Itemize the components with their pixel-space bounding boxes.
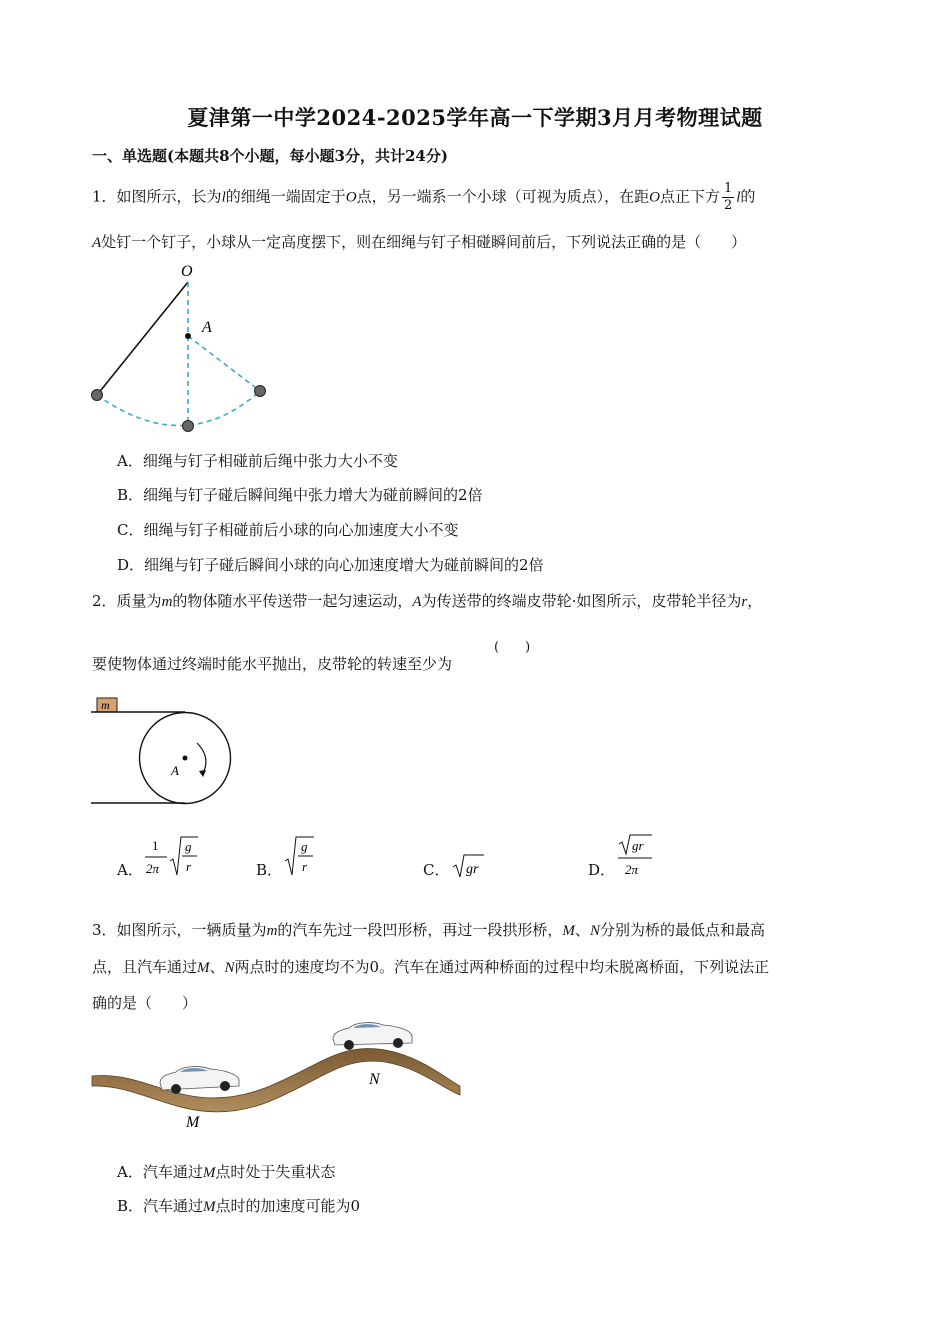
pendulum-string bbox=[97, 282, 188, 395]
option-text: 点时处于失重状态 bbox=[215, 1163, 336, 1181]
q3-text: 点，且汽车通过 bbox=[92, 958, 198, 976]
q3-option-b bbox=[117, 1196, 360, 1217]
q2-text: 质量为 bbox=[116, 592, 162, 610]
q2-option-a-formula bbox=[142, 833, 202, 879]
q1-text: 处钉一个钉子，小球从一定高度摆下，则在细绳与钉子相碰瞬间前后，下列说法正确的是（ ） bbox=[101, 233, 747, 251]
q2-option-d-label: D． bbox=[588, 861, 616, 879]
q1-line-2 bbox=[92, 232, 746, 253]
q3-var-N: N bbox=[589, 923, 600, 939]
q2-option-d-formula bbox=[614, 832, 658, 880]
label-m: m bbox=[101, 698, 110, 712]
q3-var-M: M bbox=[562, 923, 575, 939]
q3-text: 、 bbox=[574, 921, 590, 939]
pendulum-figure bbox=[85, 258, 275, 438]
q3-line-1 bbox=[92, 920, 765, 941]
ball-left bbox=[92, 390, 103, 401]
q1-line-1 bbox=[92, 181, 755, 214]
ball-bottom bbox=[183, 421, 194, 432]
option-var-M: M bbox=[203, 1199, 216, 1215]
label-A: A bbox=[171, 763, 179, 778]
page-title: 夏津第一中学2024-2025学年高一下学期3月月考物理试题 bbox=[187, 105, 763, 130]
q1-option-c: C．细绳与钉子相碰前后小球的向心加速度大小不变 bbox=[117, 521, 459, 539]
q1-text: 的细绳一端固定于 bbox=[225, 187, 346, 206]
q1-var-l: l bbox=[736, 189, 741, 206]
q1-number: 1． bbox=[92, 187, 117, 206]
car-top bbox=[333, 1023, 412, 1050]
q1-text: 如图所示，长为 bbox=[116, 187, 222, 206]
q1-var-A: A bbox=[92, 235, 102, 251]
bridge-road bbox=[92, 1048, 460, 1111]
q3-text: 两点时的速度均不为0。汽车在通过两种桥面的过程中均未脱离桥面，下列说法正 bbox=[234, 958, 770, 976]
section-heading: 一、单选题(本题共8个小题，每小题3分，共计24分) bbox=[92, 147, 448, 165]
q3-text: 的汽车先过一段凹形桥，再过一段拱形桥， bbox=[277, 921, 563, 939]
q2-var-r: r bbox=[741, 594, 748, 610]
conveyor-figure bbox=[85, 695, 245, 810]
q2-option-c-label: C． bbox=[423, 861, 450, 879]
q1-frac-num: 1 bbox=[723, 181, 733, 196]
q2-option-a-label: A． bbox=[117, 861, 143, 879]
rotation-arrow bbox=[197, 743, 206, 773]
option-text: B．汽车通过 bbox=[117, 1197, 204, 1215]
q1-option-a: A．细绳与钉子相碰前后绳中张力大小不变 bbox=[117, 452, 398, 470]
formula-rad-num: g bbox=[185, 839, 192, 854]
label-N: N bbox=[369, 1071, 380, 1088]
q2-option-b-label: B． bbox=[256, 861, 283, 879]
pulley-center bbox=[183, 756, 188, 761]
q2-text: 为传送带的终端皮带轮·如图所示，皮带轮半径为 bbox=[421, 592, 742, 610]
rotation-arrow-head bbox=[199, 770, 206, 777]
formula-rad-num: g bbox=[301, 839, 308, 854]
formula-rad-den: r bbox=[186, 859, 192, 874]
q1-text: 的 bbox=[740, 187, 756, 206]
q3-var-N: N bbox=[224, 960, 235, 976]
q1-text: 点，另一端系一个小球（可视为质点），在距 bbox=[356, 187, 650, 206]
label-A: A bbox=[202, 319, 212, 336]
q3-line-3: 确的是（ ） bbox=[92, 994, 198, 1012]
q3-var-M: M bbox=[197, 960, 210, 976]
formula-num: 1 bbox=[152, 838, 159, 853]
ball-right bbox=[255, 386, 266, 397]
nail-point bbox=[185, 333, 191, 339]
option-text: A．汽车通过 bbox=[117, 1163, 203, 1181]
q1-frac-den: 2 bbox=[723, 198, 733, 213]
swing-arc bbox=[97, 391, 260, 426]
q3-line-2 bbox=[92, 957, 769, 978]
label-M: M bbox=[186, 1114, 200, 1131]
option-var-M: M bbox=[202, 1165, 216, 1181]
q1-var-l: l bbox=[221, 189, 226, 206]
q1-fraction bbox=[722, 181, 734, 214]
q1-var-O: O bbox=[649, 189, 660, 206]
q3-number: 3． bbox=[92, 921, 117, 939]
q2-var-A: A bbox=[412, 594, 422, 610]
q1-option-b: B．细绳与钉子碰后瞬间绳中张力增大为碰前瞬间的2倍 bbox=[117, 486, 483, 504]
formula-rad: gr bbox=[632, 838, 644, 853]
q3-option-a bbox=[117, 1162, 335, 1183]
formula-den: 2π bbox=[625, 862, 639, 877]
car-bottom bbox=[160, 1067, 239, 1094]
formula-rad: gr bbox=[466, 862, 479, 877]
q2-line-2: 要使物体通过终端时能水平抛出，皮带轮的转速至少为 bbox=[92, 655, 453, 673]
short-dashed-string bbox=[188, 336, 260, 391]
q2-option-b-formula bbox=[282, 833, 318, 879]
q3-var-m: m bbox=[266, 923, 278, 939]
q1-text: 点正下方 bbox=[659, 187, 720, 206]
option-text: 点时的加速度可能为0 bbox=[215, 1197, 361, 1215]
label-O: O bbox=[181, 263, 193, 280]
q2-line-1 bbox=[92, 591, 762, 612]
q2-var-m: m bbox=[161, 594, 173, 610]
formula-rad-den: r bbox=[302, 859, 308, 874]
q1-var-O: O bbox=[345, 189, 357, 206]
bridge-figure bbox=[90, 1020, 465, 1135]
q3-text: 分别为桥的最低点和最高 bbox=[599, 921, 765, 939]
q2-option-c-formula bbox=[450, 852, 490, 880]
formula-den: 2π bbox=[146, 861, 160, 876]
q3-text: 如图所示，一辆质量为 bbox=[116, 921, 267, 939]
q3-text: 、 bbox=[209, 958, 225, 976]
q1-option-d: D．细绳与钉子碰后瞬间小球的向心加速度增大为碰前瞬间的2倍 bbox=[117, 556, 544, 574]
q2-answer-paren: ( ) bbox=[494, 640, 531, 655]
q2-text: ， bbox=[747, 592, 763, 610]
q2-text: 的物体随水平传送带一起匀速运动， bbox=[172, 592, 413, 610]
q2-number: 2． bbox=[92, 592, 117, 610]
